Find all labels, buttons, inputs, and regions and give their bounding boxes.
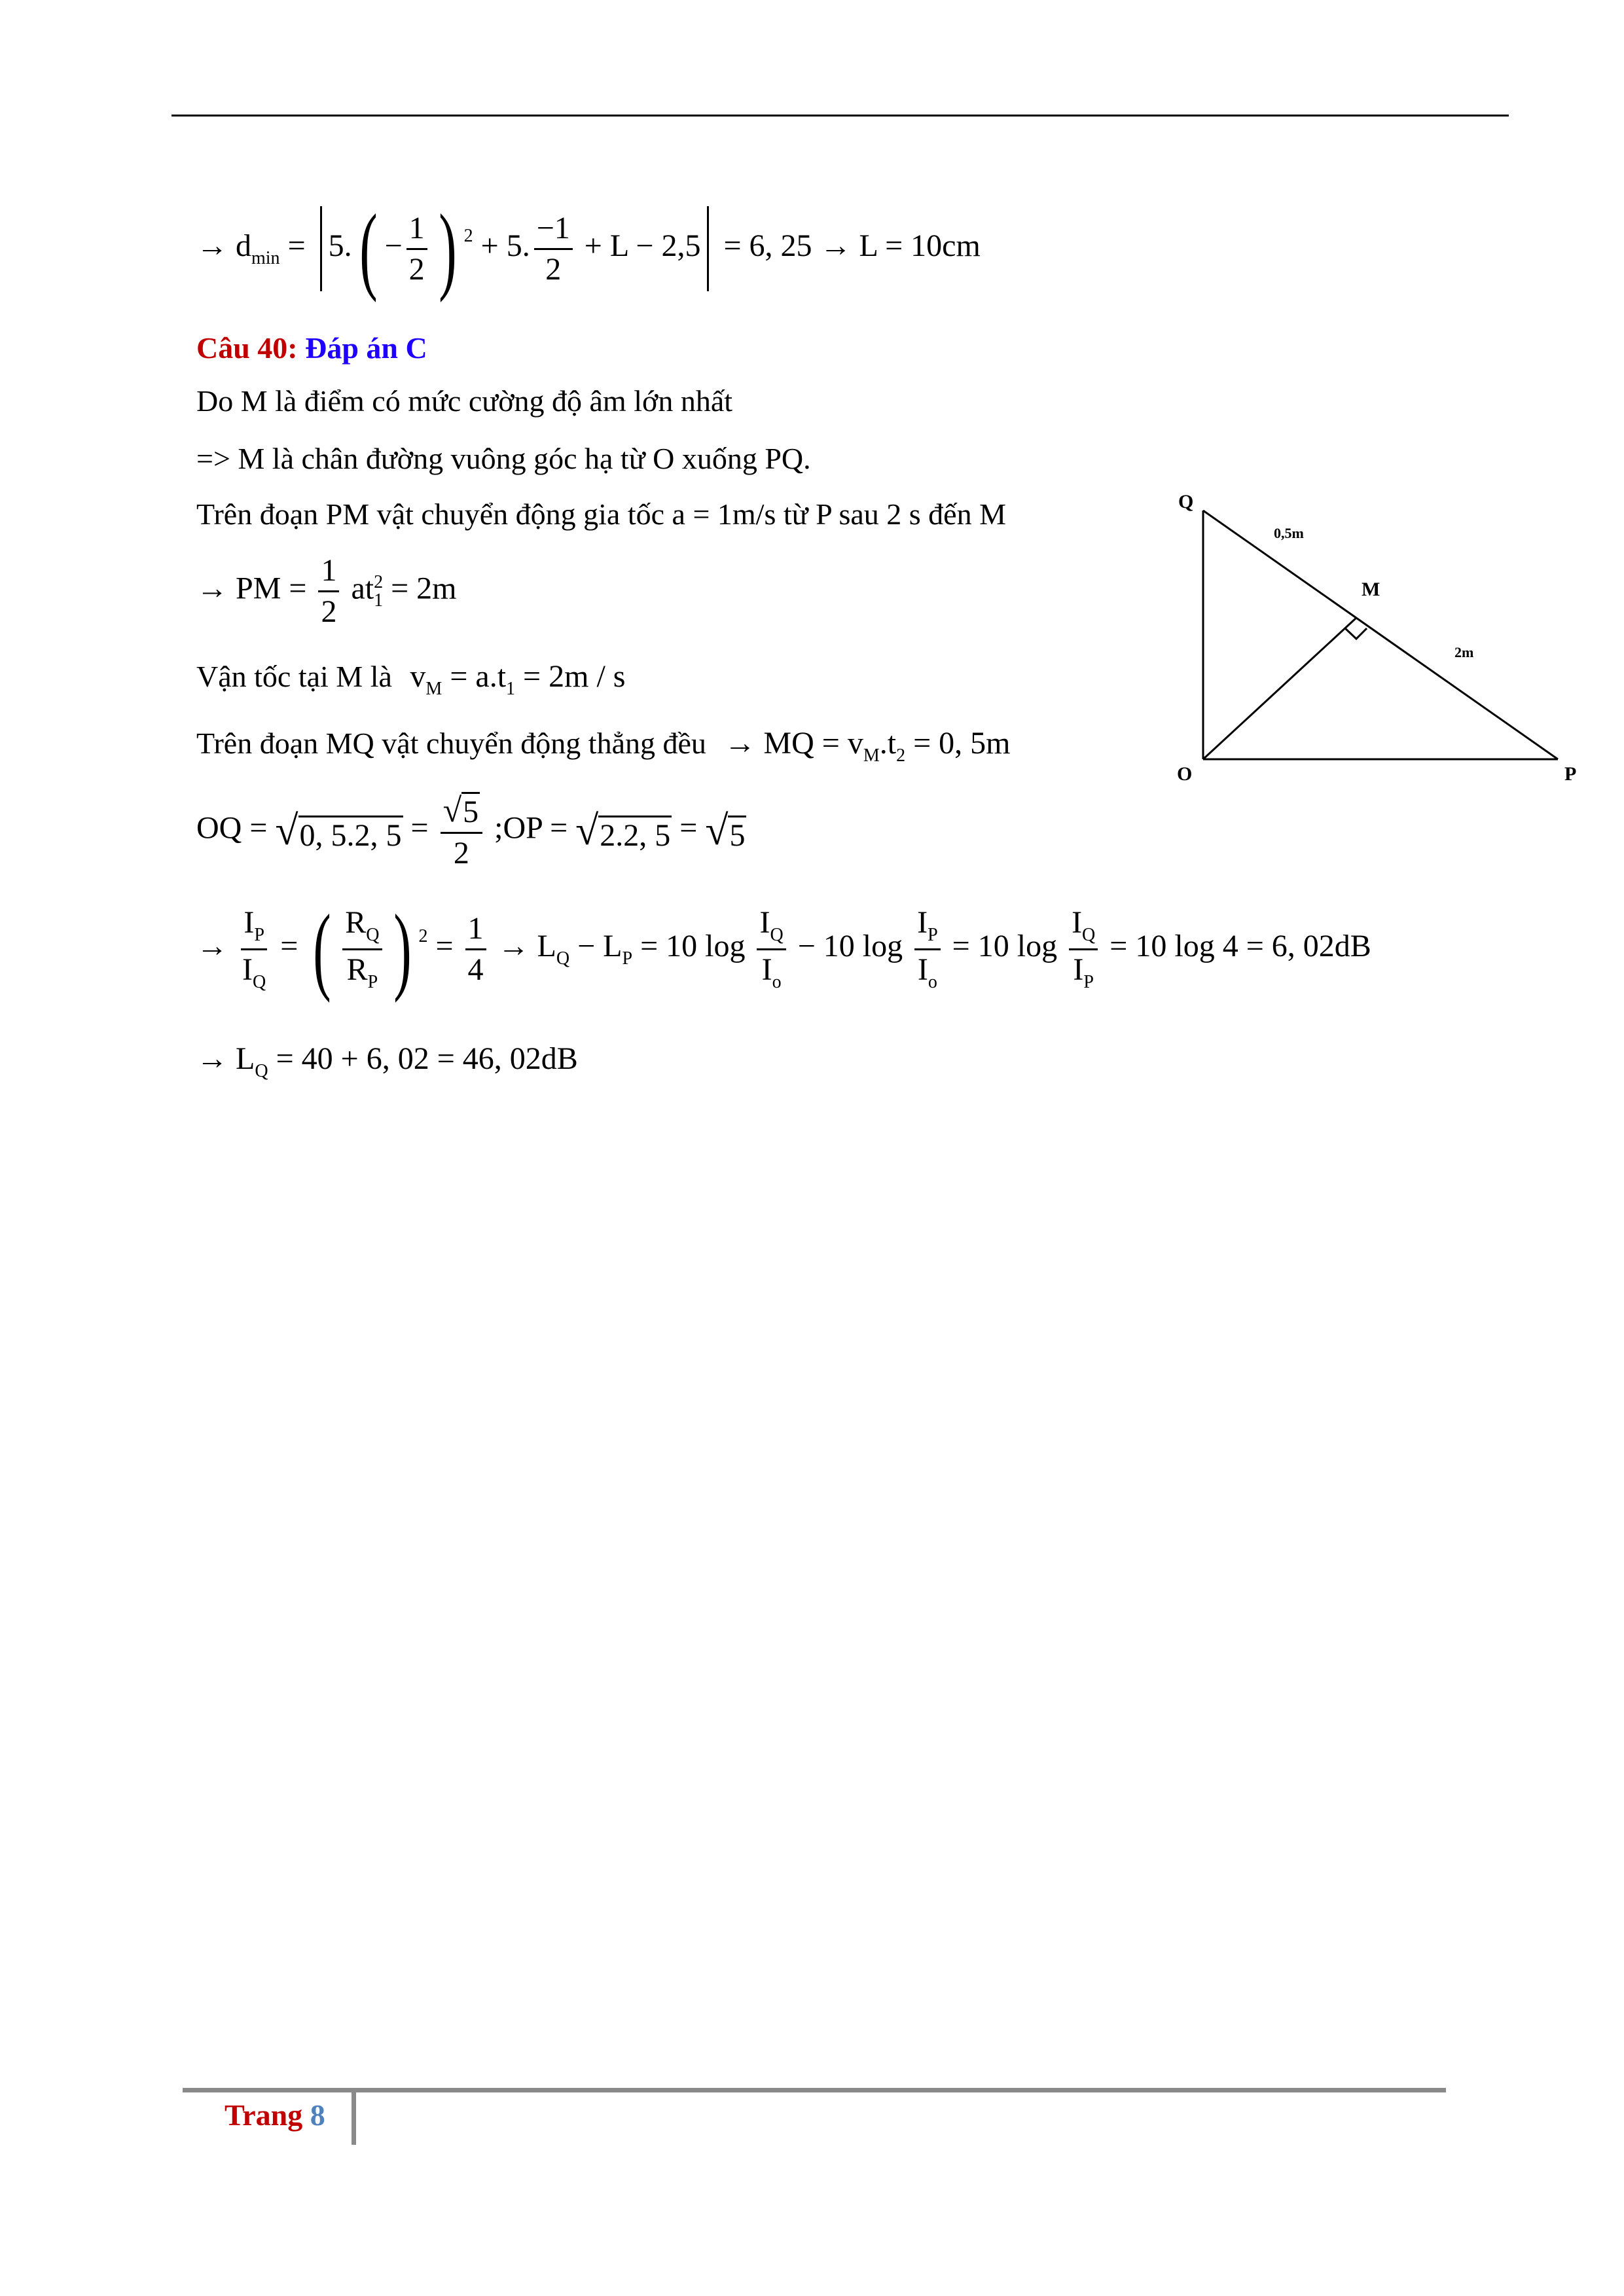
label-m: M [1362, 579, 1380, 600]
footer-rule [183, 2088, 1446, 2092]
text-line-2: => M là chân đường vuông góc hạ từ O xuống PQ. [196, 442, 811, 475]
text-line-5: Trên đoạn MQ vật chuyển động thẳng đều → MQ = $v_M.t_2 = 0$, 5m [196, 726, 1011, 766]
segment-om [1203, 618, 1356, 759]
question-heading: Câu 40: Đáp án C [196, 331, 427, 365]
label-mp-length: 2m [1454, 644, 1474, 660]
equation-intensity-ratio: → $\frac{I_P}{I_Q}$ = ( $\frac{R_Q}{R_P}$ ) $^2$ = $\frac{1}{4}$ → $L_Q - L_P = 10$ log $\frac{I_Q}{I_o}$ − 10 log $\frac{I_P}{I_o}$ = 10 log $\frac{I_Q}{I_P}$ = 10 log 4 = 6, 02dB [196, 895, 1371, 1003]
header-rule [171, 115, 1509, 117]
footer-divider [352, 2092, 356, 2145]
text-line-1: Do M là điểm có mức cường độ âm lớn nhất [196, 384, 733, 418]
text-line-4: Vận tốc tại M là $v_M = a.t_1 = 2m / s$ [196, 659, 626, 699]
label-qm-length: 0,5m [1274, 525, 1304, 541]
right-angle-mark [1345, 628, 1367, 639]
page-number: Trang 8 [225, 2098, 325, 2132]
triangle-figure [1172, 484, 1591, 792]
label-o: O [1177, 763, 1193, 785]
label-p: P [1564, 763, 1577, 785]
equation-pm: → PM = $\frac{1}{2}$ at 2 1 = 2m [196, 553, 457, 629]
label-q: Q [1178, 491, 1194, 512]
segment-qp [1203, 511, 1558, 759]
equation-dmin: → $d_{min} = 5$.( − $\frac{1}{2}$ ) $^2$ + 5. $\frac{-1}{2}$ + L − 2,5 = 6, 25 → L = 10cm [196, 194, 981, 303]
equation-oq-op: OQ = √ 0, 5.2, 5 = √ 5 2 ;OP = √ 2.2, 5 = √ 5 [196, 792, 746, 871]
text-line-3: Trên đoạn PM vật chuyển động gia tốc a = 1m/s từ P sau 2 s đến M [196, 497, 1006, 531]
equation-lq: → $L_Q = 40 + 6$, 02 = 46, 02dB [196, 1041, 578, 1081]
